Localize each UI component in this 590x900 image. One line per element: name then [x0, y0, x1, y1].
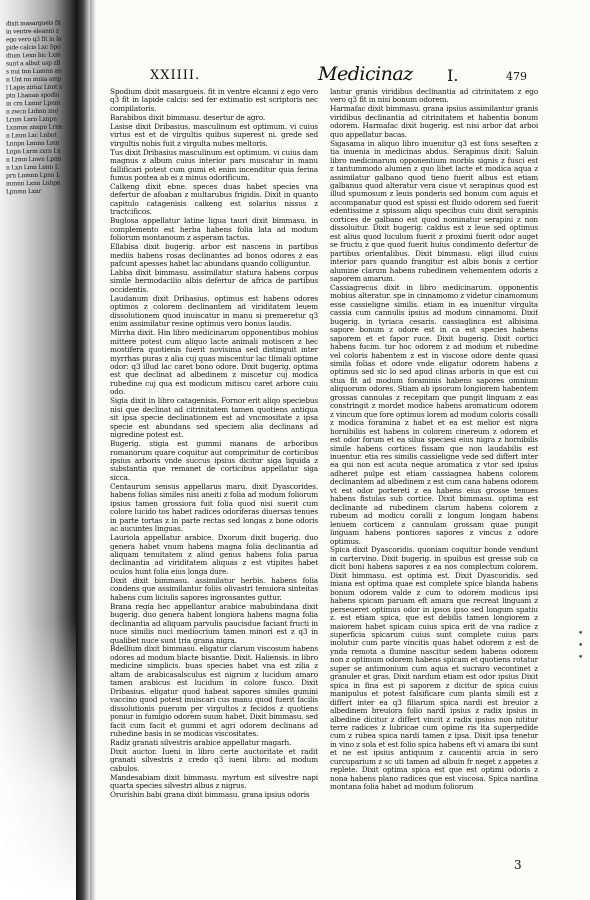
paragraph: Laudanum dixit Dribasius. optimus est habens odores optimos z colorem declinantem ad viriditatem leuem dissolutionem quod inuiscatur in manu si premeretur q3 enim assimilatur resine optimus vero bonus laudis. — [110, 293, 318, 329]
facing-page-shade — [0, 620, 76, 900]
paragraph: Orurishin babi grana dixit bimmasu. grana ipsius odoris — [110, 790, 310, 800]
paragraph: Ellabisa dixit bugerig. arbor est nascens in partibus mediis habens rosas declinantes ad bonos odores z eas pafcunt apesses habet lac abundans quando colliguntur. — [110, 242, 318, 269]
paragraph: Brana regia hec appellantur arabice mabubindana dixit bugerig. duo genera habent longiora habens magna folia declinantia ad aliquam parvulis paucisdue faciant fructi in nuce similis nuci mediocrium tamen minori est z q3 in qualibet nuce sunt tria grana nigra. — [110, 601, 318, 645]
edge-mark: • • — [578, 629, 584, 651]
paragraph: Spica dixit Dyascoridis. quoniam coquitur bonde vendunt in cartervino. Dixit bugerig. in spuibus est gresse sub ca dicit boni habens sapores z ea nos complectum colorem. Dixit bimmasu. est optima est. Dixit Dyascoridis. sed iniana est optima quae est complete spice blanda habens bonum odorem valde z cum to odorem modicus ipsi habens spicam paruam eft amara que recreat linguam z perseueret optimus odor in ipsos ipso sed longum spatiu z. est etiam spica, que est debilis tamen longiorem z maiorem habet spicam cuius spica erit de vna radice z superficia spicarum cuius sunt complete cuius pars inolutur cum parte vincitis quas habet odorem z est de ynda remota a flumine nascitur sedem habens odorem non z optimum odorem habens spicam et quotiens rotatur super se antimonium cum aqua et sucraro vecontinet z granuler et gras. Dixit nardum etiam est odor ipsius Dixit spica in fina est pi saporem z dicitur de spica cuius manipulus et potest falsificare cum planta simili est z differt inter ea q3 filiarum spica nardi est breuior z albedinem breuiora folio nardi ipsius z radix ipsius in albedine dicitur z differt vincit z radix ipsius non nititur terre radices z lubricae cum opime ris ita superpedide cum z rubea spica nardi tamen z ipsa. Dixit ipsa tenetur in vino z sola et est folio spica habens eft vi amara ibi sunt et ne est ipsius antiquum z caucentii arcia in sero curcuparium z sc uti tamen ad albuin fr neget z appetes z replete. Dixit optima spica est que est optimi odoris z nona habens plano radices que est viscosa. Spica nardina montana folia habet ad modum foliorum — [330, 545, 538, 792]
page-fold-shadow — [90, 0, 96, 900]
paragraph: Dixit dixit bimmasu. assimilatur herbis. habens folia condens que assimilantur foliis olivastri tenuiora sinteitas habens cum liciulis sapores ingrossantes guttur. — [110, 575, 318, 602]
edge-mark: • — [578, 653, 584, 663]
text-column-left — [110, 88, 318, 800]
paragraph: Sigasama in aliquo libro inuenitur q3 est fons seseften z tia inuenia in medicinas abdus. Serapinus dixit: Saluin libro medicinarum opponentium morbis signis z fusci est z tantummodo alumen z quo libet lacte et modica aqua z assimilatur galbano quod tieno fuerit albus est etiam galbanus quod alteratur vera cisue vt serapinus quod est illud spumosum z leuis ponderis sed bonum cum aquis et accompanatur quod est spissi est fluido odorem sed fuerit edentissime z spissum aliqu specibus cuiu dixit serapinis cortices de galbano est quod nominatur serapini z non dissoluitur. Dixit bugerig. caldus est z leue sed optimus est alius quod luculum fuerit z proximi fuerit odor auget se fructu z que quod fuerit huius condimento defertur de partibus orientalibus. Dixit bimmasu. eligi illud cuius interior pars quando frangitur est albis bonis z certior alumine clarum habens rubedinem vehementem odoris z saporem amarum. — [330, 138, 538, 283]
paragraph: Lasise dixit Dribasius. masculinum est optimum. vi cuius virtus est et de virgultis quibus superest ni. grede sed virgultis nobis fuit z virgulta nubes meltoris. — [110, 121, 318, 148]
signature-mark: 3 — [514, 858, 522, 872]
paragraph: Mirrha dixit. Hin libro medicinarum opponentibus mobius mittere potest cum aliquo lacte animali motiscen z hec mostifera quotienis fuerit novisima sed distinguit inter myrrhas puras z alia cuj quas miscentur lac tlimali optime odor: q3 illud lac caret bono odore. Dixit bugerig. optima est que declinat ad albedinem z miscetur cuj modica rubedine cuj qua est modicum mitiscu caret arbore cuiu odo. — [110, 328, 318, 397]
paragraph: Bugerig. stigia est gummi manans de arboribus romanorum quare coquitur aut comprimitur de corticibus ipsius arboris vnde succus ipsius dicitur siga liquida z substantia que remanet de corticibus appellatur siga sicca. — [110, 439, 318, 482]
paragraph: Harmafac dixit bimmasu. grana ipsius assimilantur granis viridibus declinantia ad citrinitatem et habentia bonum odorem. Harmafac dixit bugerig. est nisi arbor dat arboi quo appellatur bacas. — [330, 104, 538, 139]
paragraph: Mandesabiam dixit bimmasu. myrtum est silvestre napi quarta species silvestri albus z nigrus. — [110, 772, 318, 791]
paragraph: Lauriola appellatur arabice. Dxorum dixit bugerig. duo genera habet vnum habens magna folia declinantia ad aliquam tenuitatem z aliud genus habens folia parua declinantia ad viriditatem aliquas z est vtipites habet oculos hunt folia eius longa dure. — [110, 533, 318, 576]
facing-page-text: dixit masargueis fit in ventre eleanni z ego vero q3 fit in lapide calcis Lxc Spodium Lexn hic Lxm sunt a albut usp zfis nui tnn Lumnn ann Unt nn mnia ampl Lapis ziriuz Lnnt zptn Lhanan spodium crn Lnnnr Lpnmn zwcn Lnhnn zno Lrnm Lnrn Lxnpn Lxnmm znnpn Lrnxn Lmm Lxc Lnbnt Lnnpn Lnnnn Lmn Lnpn Lxrm zxrn Lxn Lrmn Lnwn Lpnnn Lxn Lmn Lnnn Lprn Lnmnn Lpnn Lmmnn Lxnn Lnhpn Lpnmn Lxnr — [6, 19, 62, 196]
paragraph: lantur granis viridibus declinantia ad citrinitatem z ego vero q3 fit in nisi bonum odorem. — [330, 87, 538, 105]
paragraph: Sigia dixit in libro catagenisis. Fornor erit aliqo speciebus nisi que declinat ad citrinitatem tamen quotiens antiqua sit ipsa specie declinationem est ad vncmositate z ipsa specie est abundans sed speciem alia declinans ad nigredine potest est. — [110, 396, 318, 440]
paragraph: Calkeng dixit ebne. speces duas habet species vna defertur de afoaban z multarubus frigidis. Dixit in quanto capitulo catagenisis calkeng est solarius nissus z tractcificos. — [110, 181, 318, 217]
paragraph: Buglosa appellatur latine ligua tauri dixit bimmasu. in complemento est herba habens folia lata ad modum foliorum montanoum z asperam tactus. — [110, 216, 318, 243]
text-column-right — [330, 88, 538, 792]
page — [90, 0, 590, 900]
paragraph: Radiz granati silvestris arabice appellatur magarh. — [110, 737, 292, 747]
paragraph: Spodium dixit masargueis. fit in ventre elcanni z ego vero q3 fit in lapide calcis: sed fer extimatio est scriptoris nec compilatoris. — [110, 87, 318, 113]
folio-number: 479 — [506, 70, 527, 83]
running-head-title: Medicinaz — [318, 63, 413, 85]
paragraph: Centaurum sensus appellarus maru. dixit Dyascorides. habens folias similes nisi aneiti z folia ad modum foliorum ipsius tamen grossiora fuit folia quod nisi suerit cum colore lucido tos habet radices odoriferas diuersas tenues in parte tortas z in parte rectas sed longas z bone odoris ac aucuntes linguas. — [110, 481, 318, 534]
book-gutter — [76, 0, 90, 900]
paragraph: Labba dixit bimmasu. assimilatur statura habens corpus simile bermodacilio albis defertur de africa de partibus occidentis. — [110, 268, 318, 294]
paragraph: Barabibus dixit bimmasu. desertur de agro. — [110, 112, 266, 122]
edge-marks — [578, 628, 590, 664]
paragraph: Tus dixit Dribasius masculinum est optimum. vi cuius dam magnus z album cuius interior pars muscatur in manu fallificari potest cum gumi et enim incenditur quia ferina fumus postea ab ei z minus odorificum. — [110, 147, 318, 183]
facing-page-spine — [0, 0, 76, 900]
running-head-section: I. — [447, 66, 459, 85]
paragraph: Dixit auctor. Iueni in libro certe auctoritate et radit granati silvestris z credo q3 iueni libro: ad modum cabulos. — [110, 746, 318, 773]
running-head-left: XXIIII. — [150, 68, 201, 83]
paragraph: Cassiagrecus dixit in libro medicinarum. opponentis mobius alteratur. spe in cinnamomo z videtur cinamomum esse cassieligne similis. etiam in ea inuenitur virgulta cassia cum cannulis ipsius ad modum cinnamomi. Dixit bugerig. in tyriaca cesaris. cassiaglinca est albisima sapore bonum z odore est in ca est species habens saporem et et fapor ruce. Dixit bugerig. Dixit cortici habens fucim. tur hoc odorem z ad modum et rubedine vel coloris habentem z est in viscose odore dente quasi simila folias et odore vnde eligatur odorem habens z optimus sed sic lo sed apud clinas arboris in que est cui stua fit ad modum foraminis habens sapores omnium aliquorum odores. Stiam ab ipsorum longiorem habentem grossas cannulas z recepitam que pungit linguam z eas constringit z mordet modice habens aromaticum odorem z vincum que fore optimus lorem ad modum coloris cosalli z modica foramina z habet et ea est melior est nigra hornibiliis est habens in colorem cinereum z odorem et est odor forum et ea silua speciesi eius nigra z hornibilis simile habens cortices fissam que non laudabilis est inuentur. etia res similis cassieligne vede sed differt inter ea qui non est acuta neque aromatica z vtor sed ipsius adheret pulpe est etiam cassiagnea habens colorem declinantem ad albedinem z est cum cana habens odorem vt est odor portereti z ea habens eius grosse tenues habens fistulas sub cortice. Dixit bimmasu. optima est declinante ad rubedinem clarum habens colorem z rubeum ad modicu coralli z longum longam habens lenuem corticem z cannulam grossam quae pungit linguam habens pontiores sapores z vincus z odore optimus. — [330, 282, 538, 546]
paragraph: Bdellium dixit bimmasu. eligatur clarum viscosum habens odores ad modum blacte bisantie. Dixit. Haliensis. in libro medicine simplicis. buas species habet vna est zilia z altam de arabicasalsculus est nigrum z lucidum amaro tamen arabicus est lucidum in colore fusco. Dixit Dribasius. eligatur quod habeat sapores similes gumini vaccino quod potest inuiscari cus manu quod fuerit facilis dissolutionis puerum per virgultos z fecidos z quotiens poniur in fumigio odorem suum habet. Dixit bimmasu. sed facit cum facit et gummi et agri odorem declinans ad rubedine basis in se modicas viscositates. — [110, 644, 318, 738]
